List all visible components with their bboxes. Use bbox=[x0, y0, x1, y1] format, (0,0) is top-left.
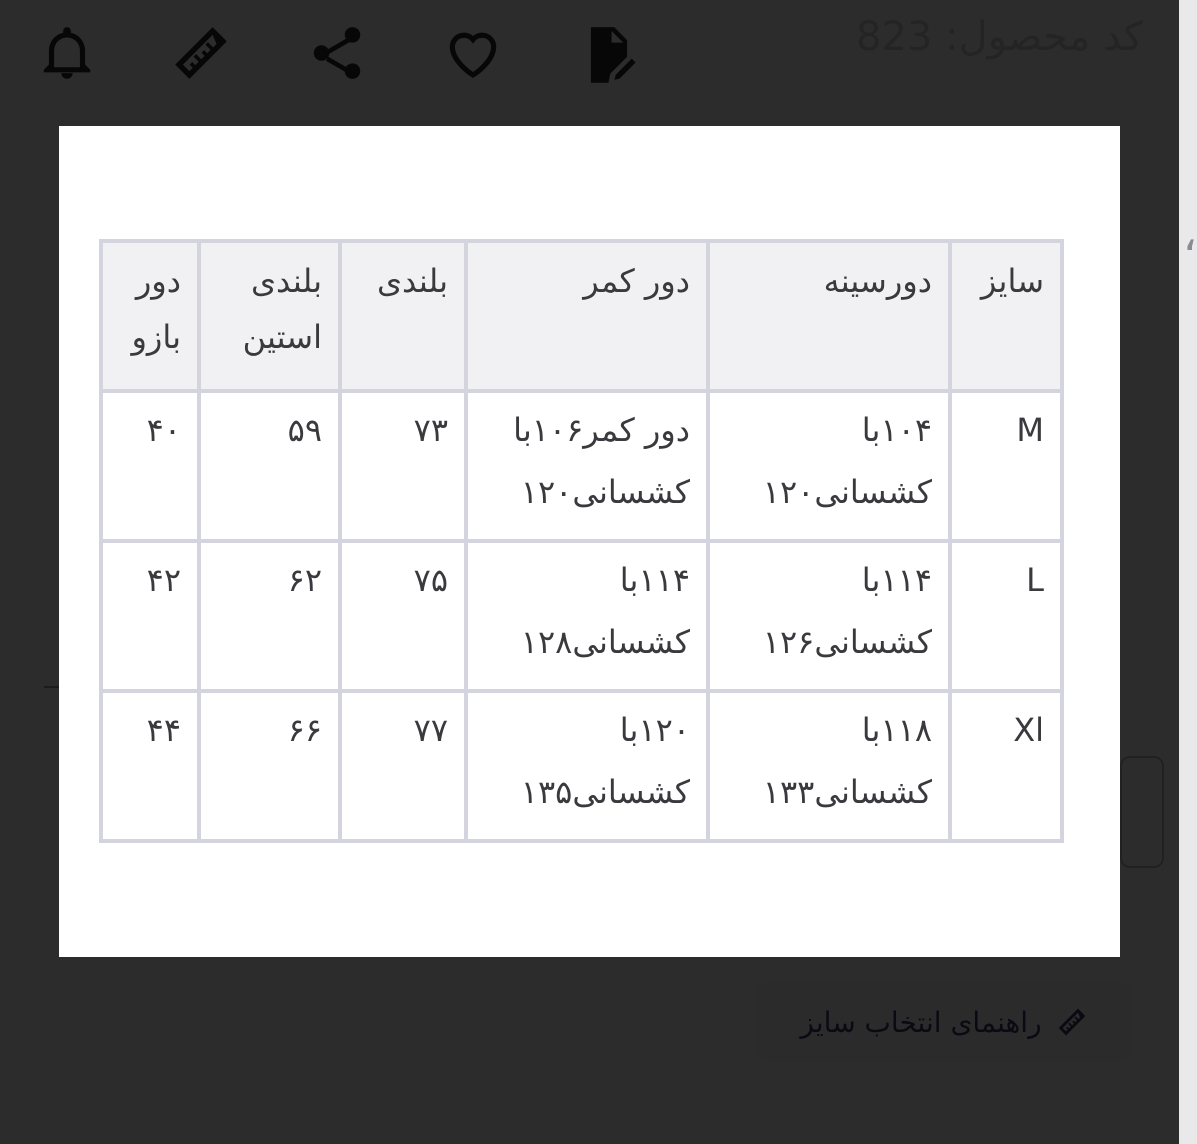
cell-arm: ۴۲ bbox=[101, 541, 199, 691]
cell-length: ۷۷ bbox=[340, 691, 466, 841]
table-header-row bbox=[101, 241, 1062, 391]
cell-waist: ۱۱۴با کشسانی۱۲۸ bbox=[466, 541, 708, 691]
edge-text-fragment: ، bbox=[1182, 210, 1197, 261]
cell-chest: ۱۱۸با کشسانی۱۳۳ bbox=[708, 691, 950, 841]
cell-size: Xl bbox=[950, 691, 1062, 841]
cell-sleeve-length: ۵۹ bbox=[199, 391, 340, 541]
cell-sleeve-length: ۶۲ bbox=[199, 541, 340, 691]
cell-length: ۷۵ bbox=[340, 541, 466, 691]
cell-size: L bbox=[950, 541, 1062, 691]
cell-chest: ۱۱۴با کشسانی۱۲۶ bbox=[708, 541, 950, 691]
column-header-waist: دور کمر bbox=[466, 241, 708, 391]
cell-arm: ۴۴ bbox=[101, 691, 199, 841]
cell-waist: ۱۲۰با کشسانی۱۳۵ bbox=[466, 691, 708, 841]
cell-length: ۷۳ bbox=[340, 391, 466, 541]
cell-arm: ۴۰ bbox=[101, 391, 199, 541]
column-header-chest: دورسینه bbox=[708, 241, 950, 391]
cell-waist: دور کمر۱۰۶با کشسانی۱۲۰ bbox=[466, 391, 708, 541]
cell-size: M bbox=[950, 391, 1062, 541]
column-header-sleeve-length: بلندی استین bbox=[199, 241, 340, 391]
column-header-length: بلندی bbox=[340, 241, 466, 391]
table-row bbox=[101, 541, 1062, 691]
cell-chest: ۱۰۴با کشسانی۱۲۰ bbox=[708, 391, 950, 541]
size-guide-modal bbox=[59, 126, 1120, 957]
column-header-size: سایز bbox=[950, 241, 1062, 391]
table-row bbox=[101, 691, 1062, 841]
size-table bbox=[99, 239, 1064, 843]
cell-sleeve-length: ۶۶ bbox=[199, 691, 340, 841]
column-header-arm: دور بازو bbox=[101, 241, 199, 391]
table-row bbox=[101, 391, 1062, 541]
